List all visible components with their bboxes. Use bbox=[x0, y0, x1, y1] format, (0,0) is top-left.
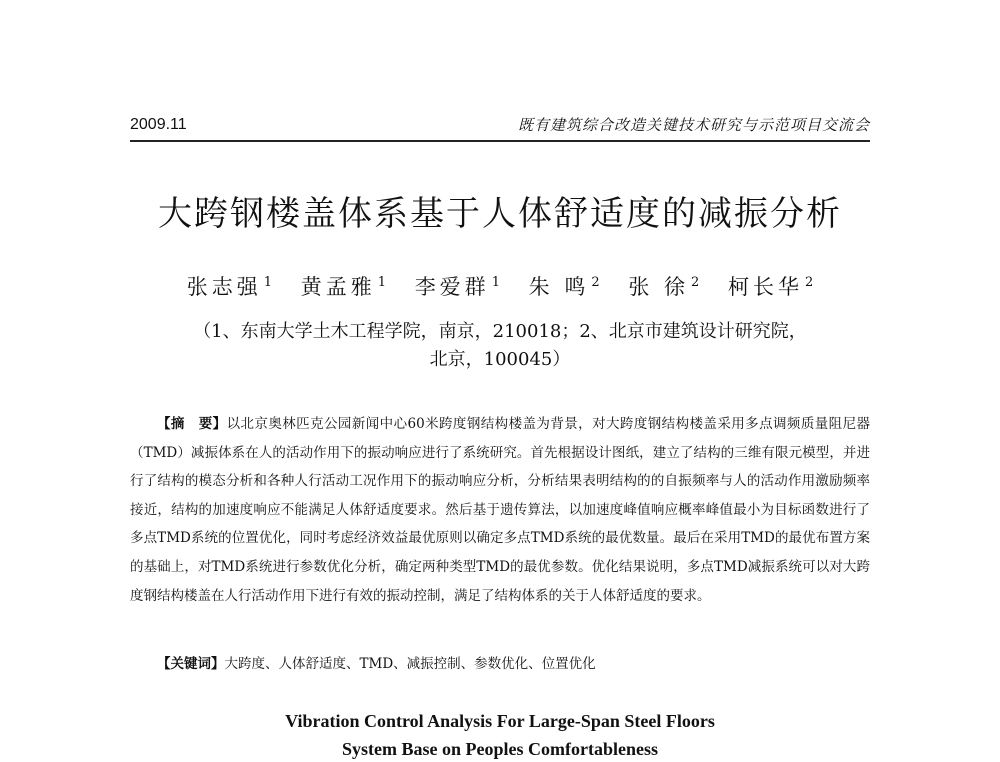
author bbox=[728, 275, 813, 299]
author bbox=[415, 275, 500, 299]
author bbox=[529, 275, 600, 299]
paper-title: 大跨钢楼盖体系基于人体舒适度的减振分析 bbox=[158, 194, 842, 234]
author-affiliation-mark: 1 bbox=[377, 275, 386, 290]
keywords-text: 大跨度、人体舒适度、TMD、减振控制、参数优化、位置优化 bbox=[224, 656, 596, 672]
english-title-line-1: Vibration Control Analysis For Large-Span Steel Floors bbox=[285, 711, 715, 731]
author-affiliation-mark: 2 bbox=[591, 275, 600, 290]
author-name: 柯长华 bbox=[727, 275, 803, 299]
header-conference-name: 既有建筑综合改造关键技术研究与示范项目交流会 bbox=[517, 116, 870, 134]
author-affiliation-mark: 2 bbox=[804, 275, 814, 290]
abstract-text: 以北京奥林匹克公园新闻中心60米跨度钢结构楼盖为背景，对大跨度钢结构楼盖采用多点调频质量阻尼器（TMD）减振体系在人的活动作用下的振动响应进行了系统研究。首先根据设计图纸，建立了结构的三维有限元模型，并进行了结构的模态分析和各种人行活动工况作用下的振动响应分析，分析结果表明结构的的自振频率与人的活动作用激励频率接近，结构的加速度响应不能满足人体舒适度要求。然后基于遗传算法，以加速度峰值响应概率峰值最小为目标函数进行了多点TMD系统的位置优化，同时考虑经济效益最优原则以确定多点TMD系统的最优数量。最后在采用TMD的最优布置方案的基础上，对TMD系统进行参数优化分析，确定两种类型TMD的最优参数。优化结果说明，多点TMD减振系统可以对大跨度钢结构楼盖在人行活动作用下进行有效的振动控制，满足了结构体系的关于人体舒适度的要求。 bbox=[130, 416, 871, 604]
keywords-label: 【关键词】 bbox=[157, 656, 225, 672]
author-list bbox=[0, 268, 1000, 302]
author-name: 朱 鸣 bbox=[528, 275, 590, 299]
author-affiliation-mark: 1 bbox=[263, 275, 273, 290]
author-name: 黄孟雅 bbox=[300, 275, 376, 299]
author bbox=[187, 275, 272, 299]
author-name: 李爱群 bbox=[414, 275, 490, 299]
author bbox=[628, 275, 699, 299]
header-date: 2009.11 bbox=[130, 116, 187, 133]
author-affiliation-mark: 2 bbox=[691, 275, 700, 290]
keywords bbox=[130, 650, 870, 678]
author-name: 张 徐 bbox=[628, 275, 689, 299]
abstract bbox=[130, 410, 870, 610]
page-header bbox=[130, 114, 870, 142]
author-name: 张志强 bbox=[186, 275, 262, 299]
author bbox=[301, 275, 386, 299]
abstract-label: 【摘 要】 bbox=[157, 416, 227, 432]
affiliations-line-2: 北京，100045） bbox=[429, 349, 571, 370]
author-affiliation-mark: 1 bbox=[491, 275, 500, 290]
affiliations-line-1: （1、东南大学土木工程学院，南京，210018；2、北京市建筑设计研究院， bbox=[193, 321, 807, 342]
english-title-line-2: System Base on Peoples Comfortableness bbox=[342, 739, 658, 759]
